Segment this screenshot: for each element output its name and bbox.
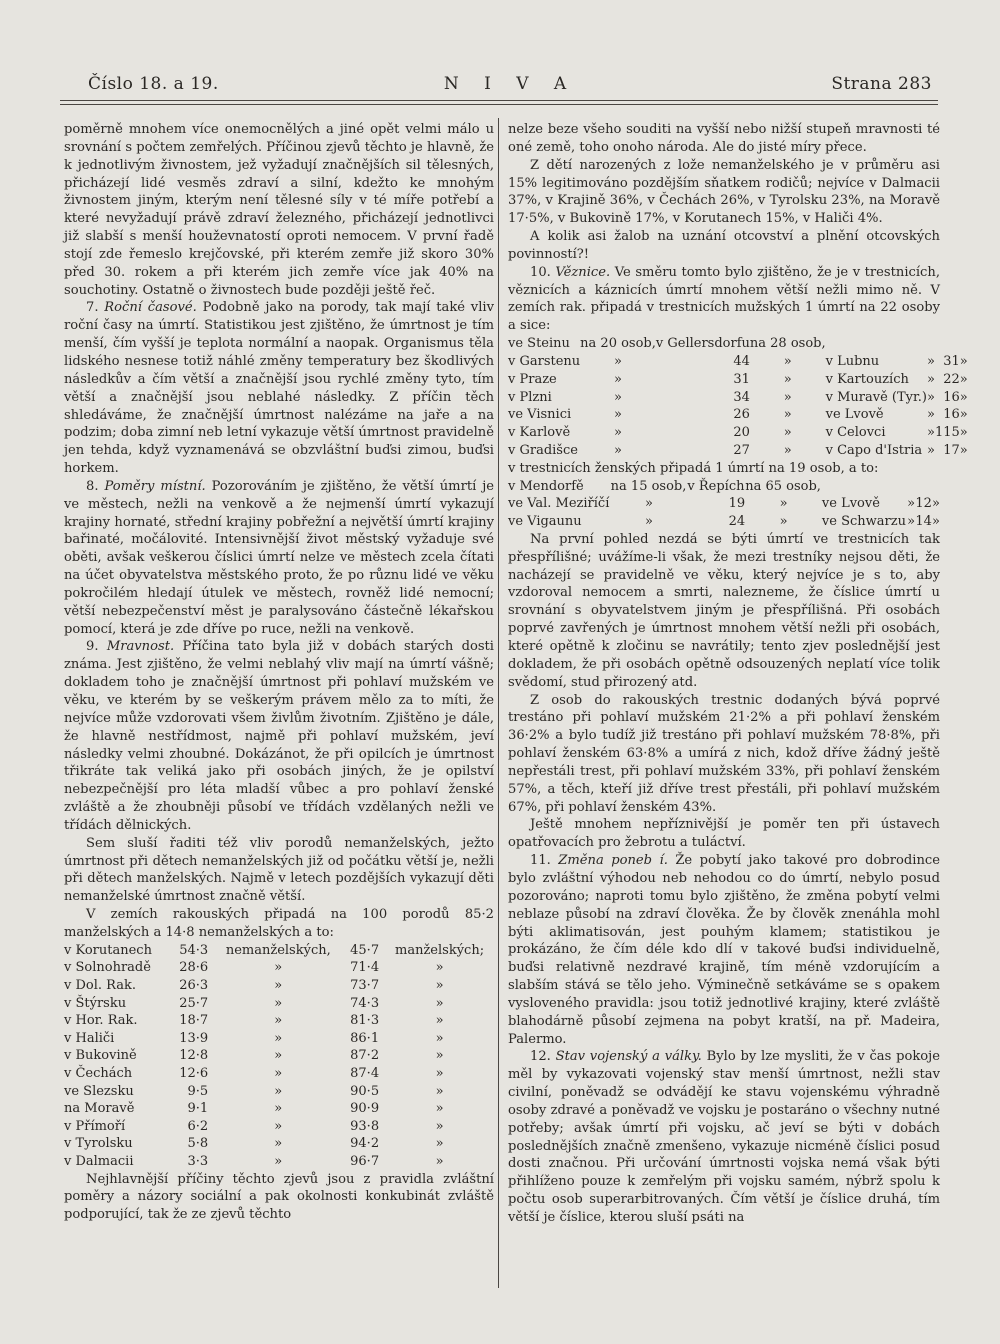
land-cell: v Bukovině <box>64 1048 137 1064</box>
land-cell: v Haliči <box>64 1030 115 1046</box>
prisons-male-table <box>508 335 968 460</box>
prison-name: v Kartouzích <box>825 371 909 387</box>
section-heading: Změna poneb í. <box>558 853 668 869</box>
death-ratio: 22 <box>943 371 960 387</box>
label-cell: » <box>274 1013 283 1029</box>
prison-name: ve Lvově <box>825 407 884 423</box>
label-cell: » <box>435 1136 444 1152</box>
ditto-mark: » <box>926 407 935 423</box>
table-row <box>64 1153 494 1171</box>
illegitimate-cell: 6·2 <box>187 1118 209 1134</box>
prison-name: v Capo d'Istria <box>825 442 923 458</box>
label-cell: » <box>274 1083 283 1099</box>
paragraph: poměrně mnohem více onemocnělých a jiné opět velmi málo u srovnání s počtem zemřelých. Příčinou zjevů těchto je hlavně, že k jednotlivým živnostem, jež vyžadují značnějších sil tělesných, přicházejí lidé vesměs zdraví a silní, kdežto ke mnohým živnostem jiným, kterým není tělesné síly v té míře potřebí a které nevyžadují právě zdraví železného, přicházejí jednotlivci již slabší s menší houževnatostí oproti nemocem. V první řadě stojí zde řemeslo krejčovské, při kterém zemře již skoro 30% před 30. rokem a při kterém jich zemře více jak 40% na souchotiny. Ostatně o živnostech bude později ještě řeč. <box>64 122 494 298</box>
section-paragraph <box>64 299 494 477</box>
ditto-mark: » <box>926 353 935 369</box>
land-cell: v Čechách <box>64 1065 133 1081</box>
label-cell: » <box>435 978 444 993</box>
section-heading: Roční časové. <box>104 300 197 316</box>
death-ratio: na 15 osob, <box>610 478 687 494</box>
prison-name: v Lubnu <box>825 353 880 369</box>
prison-name: v Garstenu <box>508 353 581 369</box>
label-cell: » <box>274 978 283 993</box>
illegitimate-cell: 54·3 <box>179 942 209 958</box>
prison-name: v Karlově <box>508 425 571 441</box>
prison-name: v Celovci <box>825 425 886 441</box>
paragraph: Z osob do rakouských trestnic dodaných bývá poprvé trestáno při pohlaví mužském 21·2% a při pohlaví ženském 36·2% a bylo tudíž již trestáno při pohlaví mužském 78·8%, při pohlaví ženském 63·8% a umírá z nich, kdož dříve žádný ještě nepřestáli trest, při pohlaví mužském 33%, při pohlaví ženském 57%, a těch, kteří již dříve trest přestáli, při pohlaví mužském 67%, při pohlaví ženském 43%. <box>508 692 940 815</box>
legitimate-cell: 71·4 <box>350 960 380 976</box>
illegitimate-cell: 13·9 <box>179 1030 209 1046</box>
illegitimate-cell: 12·6 <box>179 1065 209 1081</box>
ditto-mark: » <box>783 442 792 458</box>
paragraph: Na první pohled nezdá se býti úmrtí ve trestnicích tak přespřílišné; uvážíme-li však, že mezi trestníky nejsou děti, že nacházejí se pravidelně ve věku, který nejvíce je s to, aby vzdoroval nemocem a smrti, nalezneme, že číslice úmrtí u srovnání s obyvatelstvem jiným je přespřílišná. Při osobách poprvé zavřených je úmrtnost mnohem větší nežli při osobách, které opětně k zločinu se navrátily; tento zjev poslednější jest dokladem, že při osobách opětně odsouzených neplatí více tolik svědomí, stud přirozený atd. <box>508 531 940 690</box>
paragraph: Z dětí narozených z lože nemanželského je v průměru asi 15% legitimováno pozdějším sňatkem rodičů; nejvíce v Dalmacii 37%, v Krajině 36%, v Čechách 26%, v Tyrolsku 23%, na Moravě 17·5%, v Bukovině 17%, v Korutanech 15%, v Haliči 4%. <box>508 157 940 227</box>
ditto-mark: » <box>614 407 623 423</box>
ditto-mark: » <box>783 371 792 387</box>
ditto-mark: » <box>614 442 623 458</box>
section-text: Pozorováním je zjištěno, že větší úmrtí je ve městech, nežli na venkově a že nejmenší úmrtí vykazují krajiny hornaté, střední krajiny pobřežní a největší úmrtí krajiny bařinaté, močálovité. Intensivnější život městský vyžaduje své oběti, avšak veškerou číslici úmrtí nelze ve městech zcela čítati na účet obyvatelstva městského proto, že po různu lidé ve věku pokročilém hledají útulek ve městech, rovněž lidé nemocní; větší nebezpečenství měst je paralysováno částečně lékařskou pomocí, která je zde dříve po ruce, nežli na venkově. <box>64 478 495 637</box>
label-cell: » <box>274 1101 283 1117</box>
table-row <box>508 495 940 513</box>
label-cell: » <box>435 1013 444 1029</box>
death-ratio: 115 <box>934 425 960 441</box>
legitimate-cell: 74·3 <box>350 995 380 1011</box>
land-cell: v Korutanech <box>64 942 152 958</box>
prison-name: v Mendorfě <box>508 478 584 494</box>
land-cell: v Přímoří <box>64 1118 126 1134</box>
label-cell: manželských; <box>395 942 485 958</box>
section-paragraph <box>64 638 494 834</box>
table-row <box>508 406 968 424</box>
ditto-mark: » <box>783 425 792 441</box>
legitimate-cell: 90·5 <box>350 1083 380 1099</box>
legitimate-cell: 90·9 <box>350 1101 380 1117</box>
column-divider <box>498 118 499 1288</box>
label-cell: » <box>435 960 444 976</box>
land-cell: v Solnohradě <box>64 960 151 976</box>
table-row <box>508 335 968 353</box>
death-ratio: 20 <box>733 425 750 441</box>
land-cell: v Tyrolsku <box>64 1136 133 1152</box>
section-number: 8. <box>86 478 99 494</box>
ditto-mark: » <box>926 442 935 458</box>
ditto-mark: » <box>614 353 623 369</box>
legitimate-cell: 87·4 <box>350 1065 380 1081</box>
section-paragraph <box>508 1048 940 1226</box>
table-row <box>64 1012 494 1030</box>
ditto-mark: » <box>959 407 968 423</box>
section-number: 10. <box>530 264 551 280</box>
illegitimate-cell: 28·6 <box>179 960 209 976</box>
legitimate-cell: 93·8 <box>350 1118 380 1134</box>
death-ratio: 17 <box>943 442 960 458</box>
section-paragraph <box>64 478 494 639</box>
ditto-mark: » <box>959 442 968 458</box>
ditto-mark: » <box>645 496 653 512</box>
section-paragraph <box>508 852 940 1048</box>
prison-name: ve Schwarzu <box>821 514 906 530</box>
paragraph: Sem sluší řaditi též vliv porodů nemanželských, ježto úmrtnost při dětech nemanželských již od počátku větší je, nežli při dětech manželských. Najmě v letech pozdějších vykazují děti nemanželské úmrtnost značně větší. <box>64 835 494 905</box>
death-ratio: na 28 osob, <box>749 336 826 352</box>
section-number: 11. <box>530 853 551 869</box>
ditto-mark: » <box>959 425 968 441</box>
header-rule-bottom <box>60 104 938 105</box>
section-number: 9. <box>86 639 99 655</box>
illegitimate-cell: 5·8 <box>187 1136 209 1152</box>
paragraph: V zemích rakouských připadá na 100 porodů 85·2 manželských a 14·8 nemanželských a to: <box>64 907 494 940</box>
legitimate-cell: 86·1 <box>350 1030 380 1046</box>
ditto-mark: » <box>959 371 968 387</box>
ditto-mark: » <box>645 514 653 530</box>
death-ratio: 19 <box>728 496 746 512</box>
table-row <box>64 1135 494 1153</box>
illegitimate-cell: 26·3 <box>179 978 209 993</box>
ditto-mark: » <box>614 425 623 441</box>
paragraph: v trestnicích ženských připadá 1 úmrtí na 19 osob, a to: <box>508 460 879 476</box>
table-row <box>64 959 494 977</box>
ditto-mark: » <box>959 353 968 369</box>
land-cell: ve Slezsku <box>64 1083 134 1099</box>
legitimate-cell: 96·7 <box>350 1153 380 1169</box>
prison-name: v Gradišce <box>508 442 578 458</box>
land-cell: na Moravě <box>64 1101 135 1117</box>
table-row <box>508 371 968 389</box>
illegitimate-cell: 12·8 <box>179 1048 209 1064</box>
ditto-mark: » <box>783 389 792 405</box>
issue-number: Číslo 18. a 19. <box>88 74 219 94</box>
label-cell: » <box>274 1030 283 1046</box>
ditto-mark: » <box>907 514 916 530</box>
table-row <box>508 442 968 460</box>
table-row <box>64 1118 494 1136</box>
table-row <box>508 478 940 496</box>
label-cell: » <box>274 1153 283 1169</box>
death-ratio: 24 <box>728 514 746 530</box>
section-text: Že pobytí jako takové pro dobrodince bylo zvláštní výhodou neb nehodou co do úmrtí, nebylo posud pozorováno; naproti tomu bylo zjištěno, že změna pobytí velmi neblaze působí na zdraví člověka. Že by člověk znenáhla mohl býti aklimatisován, jest pouhým klamem; statistikou je prokázáno, že čím déle kdo dlí v takové buďsi individuelně, buďsi relativně nezdravé krajině, tím méně vzdorujícím a slabším stává se tělo jeho. Výminečně setkáváme se s opakem vysloveného pravidla: jsou totiž jednotlivé krajiny, které zvláště blahodárně působí zejmena na pobyt kratší, na př. Madeira, Palermo. <box>508 853 940 1047</box>
section-heading: Stav vojenský a války. <box>555 1049 702 1065</box>
legitimate-cell: 73·7 <box>350 978 380 993</box>
prison-name: ve Lvově <box>821 496 880 512</box>
ditto-mark: » <box>931 514 940 530</box>
ditto-mark: » <box>779 496 788 512</box>
table-row <box>64 1047 494 1065</box>
ditto-mark: » <box>959 389 968 405</box>
land-cell: v Štýrsku <box>64 995 127 1011</box>
land-cell: v Hor. Rak. <box>64 1013 138 1029</box>
table-row <box>64 995 494 1013</box>
paragraph: Nejhlavnější příčiny těchto zjevů jsou z pravidla zvláštní poměry a názory sociální a pak okolnosti konkubinát zvláště podporující, tak že ze zjevů těchto <box>64 1171 494 1223</box>
prisons-female-table <box>508 478 940 531</box>
journal-title: N I V A <box>443 74 577 94</box>
label-cell: » <box>274 960 283 976</box>
prison-name: v Muravě (Tyr.) <box>825 389 927 405</box>
section-heading: Věznice. <box>555 264 611 280</box>
table-row <box>64 1083 494 1101</box>
page-number: Strana 283 <box>831 74 932 94</box>
table-row <box>508 389 968 407</box>
label-cell: » <box>274 1118 283 1134</box>
label-cell: » <box>435 1118 444 1134</box>
section-paragraph <box>508 264 940 335</box>
legitimate-cell: 81·3 <box>350 1013 380 1029</box>
label-cell: » <box>435 1048 444 1064</box>
section-text: Bylo by lze mysliti, že v čas pokoje měl by vykazovati vojenský stav menší úmrtnost, nežli stav civilní, poněvadž se odvádějí ke stavu vojenskému výhradně osoby zdravé a poněvadž ve vojsku je postaráno o všechny nutné potřeby; avšak úmrtí při vojsku, ač jeví se býti v dobách poslednějších značně zmenšeno, vykazuje nicméně číslici posud dosti značnou. Při určování úmrtnosti vojska nemá však býti přihlíženo pouze k zemřelým při vojsku samém, nýbrž spolu k počtu osob superarbitrovaných. Čím větší je číslice druhá, tím větší je číslice, kterou sluší psáti na <box>508 1049 940 1225</box>
label-cell: » <box>274 995 283 1011</box>
legitimate-cell: 45·7 <box>350 942 380 958</box>
table-row <box>508 424 968 442</box>
section-text: Příčina tato byla již v dobách starých dosti známa. Jest zjištěno, že velmi neblahý vliv mají na úmrtí vášně; dokladem toho je značnější úmrtnost při pohlaví mužském ve věku, ve kterém by se veškerým právem mělo za to míti, že nejvíce může vzdorovati všem živlům životním. Zjištěno je dále, že hlavně nestřídmost, najmě při pohlaví mužském, jeví následky velmi zhoubné. Dokázánot, že při opilcích je úmrtnost třikráte tak veliká jako při osobách jiných, že je opilství nebezpečnější pro léta mladší vůbec a pro pohlaví ženské zvláště a že zhoubněji působí ve třídách vzdělaných nežli ve třídách dělnických. <box>64 639 494 833</box>
prison-name: v Praze <box>508 371 557 387</box>
death-ratio: 26 <box>733 407 750 423</box>
left-column <box>64 121 494 1224</box>
death-ratio: 31 <box>733 371 750 387</box>
prison-name: v Gellersdorfu <box>655 336 750 352</box>
ditto-mark: » <box>907 496 916 512</box>
label-cell: » <box>435 1101 444 1117</box>
death-ratio: na 20 osob, <box>580 336 656 352</box>
prison-name: v Plzni <box>508 389 552 405</box>
land-cell: v Dalmacii <box>64 1153 134 1169</box>
births-table <box>64 942 494 1171</box>
death-ratio: 27 <box>733 442 750 458</box>
prison-name: ve Val. Meziříčí <box>508 496 610 512</box>
illegitimate-cell: 3·3 <box>187 1153 209 1169</box>
illegitimate-cell: 25·7 <box>179 995 209 1011</box>
death-ratio: 16 <box>943 407 960 423</box>
death-ratio: na 65 osob, <box>745 478 821 494</box>
label-cell: » <box>435 1083 444 1099</box>
death-ratio: 44 <box>733 353 750 369</box>
death-ratio: 14 <box>915 514 932 530</box>
right-column <box>508 121 968 1227</box>
label-cell: » <box>435 1153 444 1169</box>
label-cell: » <box>274 1136 283 1152</box>
table-row <box>64 1065 494 1083</box>
death-ratio: 31 <box>943 353 960 369</box>
label-cell: » <box>274 1048 283 1064</box>
ditto-mark: » <box>926 389 935 405</box>
ditto-mark: » <box>783 407 792 423</box>
paragraph: nelze beze všeho souditi na vyšší nebo nižší stupeň mravnosti té oné země, toho onoho národa. Ale do jisté míry přece. <box>508 122 940 155</box>
header-rule-top <box>60 100 938 101</box>
land-cell: v Dol. Rak. <box>64 978 136 993</box>
ditto-mark: » <box>614 371 623 387</box>
label-cell: » <box>435 1065 444 1081</box>
section-number: 7. <box>86 300 99 316</box>
ditto-mark: » <box>926 425 935 441</box>
ditto-mark: » <box>779 514 788 530</box>
label-cell: » <box>435 1030 444 1046</box>
table-row <box>64 1030 494 1048</box>
prison-name: ve Visnici <box>508 407 572 423</box>
table-row <box>508 353 968 371</box>
table-row <box>508 513 940 531</box>
section-heading: Poměry místní. <box>104 478 206 494</box>
legitimate-cell: 94·2 <box>350 1136 380 1152</box>
illegitimate-cell: 18·7 <box>179 1013 209 1029</box>
illegitimate-cell: 9·1 <box>187 1101 209 1117</box>
ditto-mark: » <box>926 371 935 387</box>
paragraph: Ještě mnohem nepříznivější je poměr ten při ústavech opatřovacích pro žebrotu a tuláctví. <box>508 817 940 851</box>
prison-name: v Řepích <box>687 478 745 494</box>
death-ratio: 34 <box>733 389 750 405</box>
paragraph: A kolik asi žalob na uznání otcovství a plnění otcovských povinností?! <box>508 229 940 262</box>
prison-name: ve Vigaunu <box>508 514 582 530</box>
prison-name: ve Steinu <box>508 336 570 352</box>
label-cell: » <box>435 995 444 1011</box>
table-row <box>64 942 494 960</box>
table-row <box>64 977 494 995</box>
death-ratio: 16 <box>943 389 960 405</box>
ditto-mark: » <box>931 496 940 512</box>
section-text: Ve směru tomto bylo zjištěno, že je v trestnicích, věznicích a káznicích úmrtí mnohem větší nežli mimo ně. V zemích rak. připadá v trestnicích mužských 1 úmrtí na 22 osoby a sice: <box>508 264 940 334</box>
table-row <box>64 1100 494 1118</box>
page-header <box>88 70 932 100</box>
ditto-mark: » <box>783 353 792 369</box>
section-text: Podobně jako na porody, tak mají také vliv roční časy na úmrtí. Statistikou jest zjištěno, že úmrtnost je tím menší, čím vyšší je teplota normální a naopak. Organismus těla lidského nesnese totiž náhlé změny temperatury bez škodlivých následkův a čím větší a značnější jsou rychlé změny tyto, tím větší a značnější jsou neblahé následky. Z příčin těch shledáváme, že značnější úmrtnost nalézáme na jaře a na podzim; doba zimní neb letní vykazuje větší úmrtnost pravidelně jen tehda, když vyznamenává se obzvláštní buďsi zimou, buďsi horkem. <box>64 300 494 477</box>
death-ratio: 12 <box>915 496 932 512</box>
section-heading: Mravnost. <box>106 639 175 655</box>
label-cell: nemanželských, <box>225 942 331 958</box>
illegitimate-cell: 9·5 <box>187 1083 209 1099</box>
section-number: 12. <box>530 1049 551 1065</box>
label-cell: » <box>274 1065 283 1081</box>
ditto-mark: » <box>614 389 623 405</box>
legitimate-cell: 87·2 <box>350 1048 380 1064</box>
